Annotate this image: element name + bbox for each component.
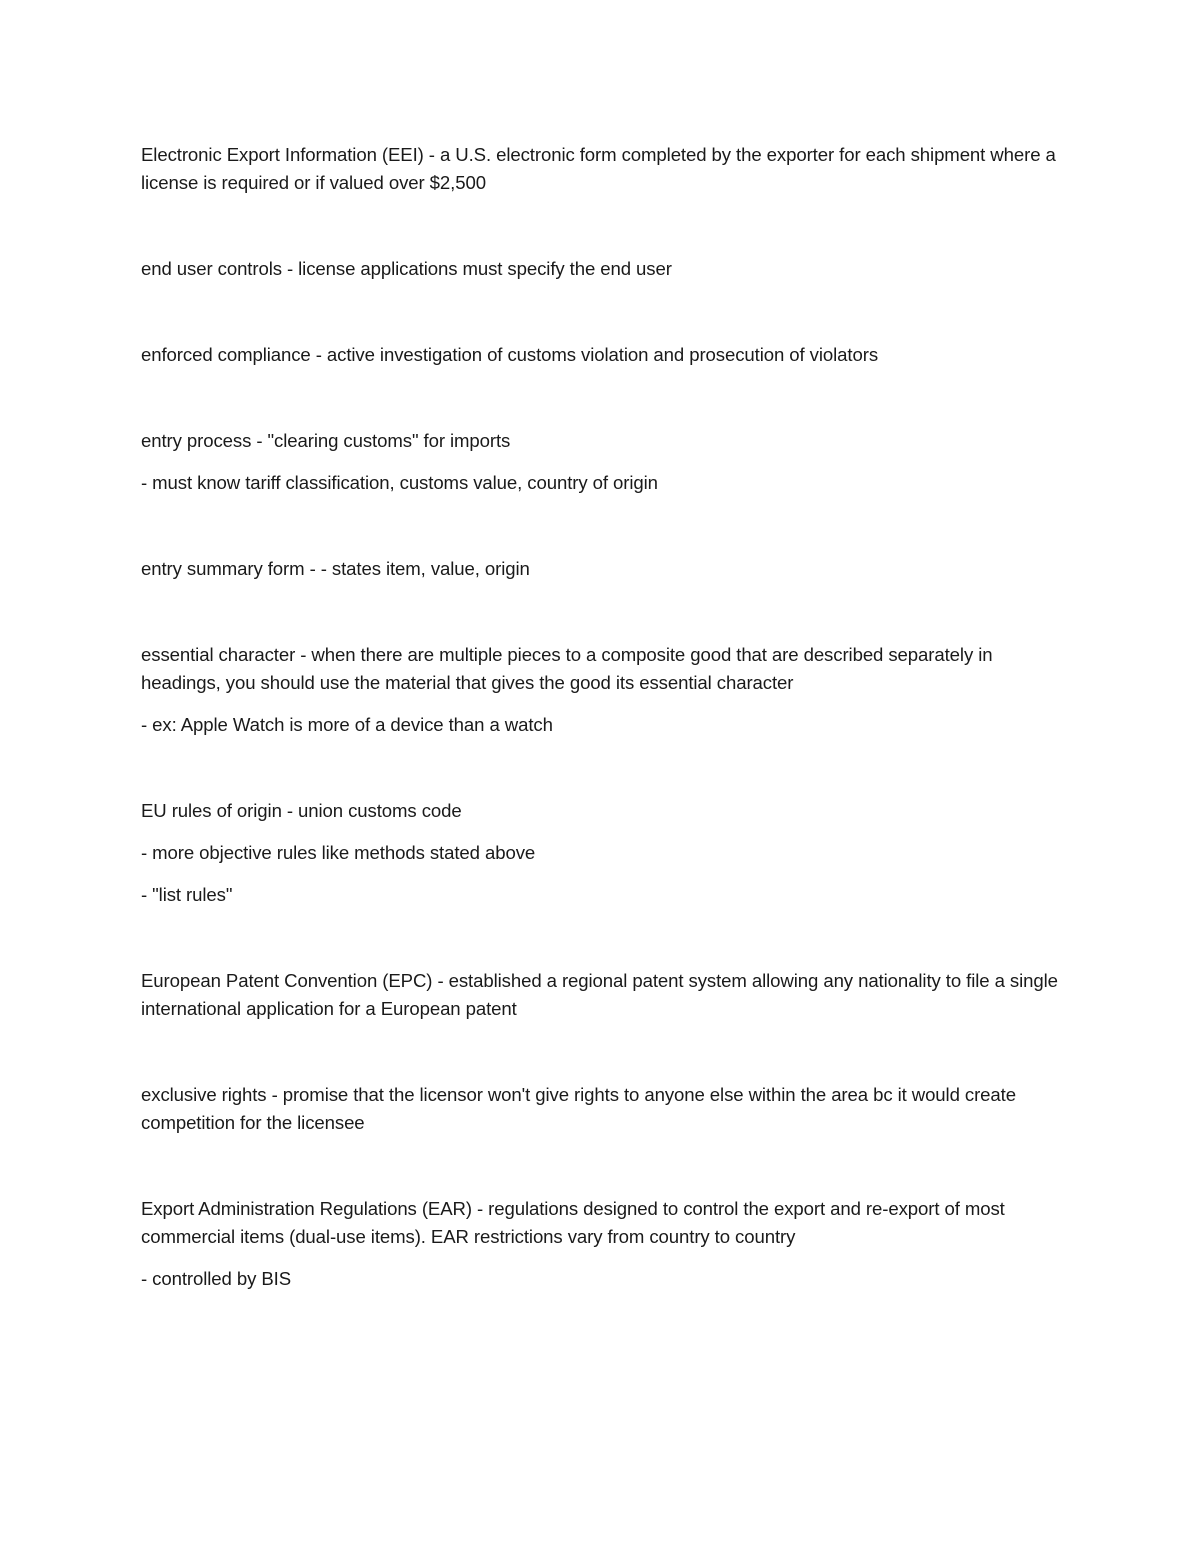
entry-essential-character-definition: essential character - when there are multiple pieces to a composite good that are described separately in headings, you should use the material that gives the good its essential character <box>141 644 993 693</box>
entry-entry-process-note: - must know tariff classification, customs value, country of origin <box>141 472 658 493</box>
entry-exclusive-rights <box>141 1081 1066 1137</box>
entry-end-user-controls-definition: end user controls - license applications must specify the end user <box>141 258 672 279</box>
entry-entry-process-definition: entry process - "clearing customs" for imports <box>141 430 511 451</box>
entry-eu-rules-of-origin <box>141 797 1066 909</box>
entry-enforced-compliance <box>141 341 1066 369</box>
entry-ear <box>141 1195 1066 1293</box>
entry-end-user-controls <box>141 255 1066 283</box>
entry-entry-summary-form <box>141 555 1066 583</box>
entry-eu-rules-of-origin-note-1: - more objective rules like methods stated above <box>141 842 536 863</box>
entry-eu-rules-of-origin-definition: EU rules of origin - union customs code <box>141 800 462 821</box>
entry-ear-definition: Export Administration Regulations (EAR) - regulations designed to control the export and re-export of most commercial items (dual-use items). EAR restrictions vary from country to country <box>141 1198 1005 1247</box>
entry-essential-character-example: - ex: Apple Watch is more of a device than a watch <box>141 714 553 735</box>
entry-entry-process <box>141 427 1066 497</box>
entry-entry-summary-form-definition: entry summary form - - states item, value, origin <box>141 558 530 579</box>
entry-eu-rules-of-origin-note-2: - "list rules" <box>141 884 233 905</box>
entry-ear-note: - controlled by BIS <box>141 1268 292 1289</box>
entry-eei <box>141 141 1066 197</box>
entry-essential-character <box>141 641 1066 739</box>
entry-exclusive-rights-definition: exclusive rights - promise that the licensor won't give rights to anyone else within the area bc it would create competition for the licensee <box>141 1084 1016 1133</box>
entry-eei-definition: Electronic Export Information (EEI) - a U.S. electronic form completed by the exporter for each shipment where a license is required or if valued over $2,500 <box>141 144 1056 193</box>
entry-enforced-compliance-definition: enforced compliance - active investigation of customs violation and prosecution of violators <box>141 344 879 365</box>
entry-epc-definition: European Patent Convention (EPC) - established a regional patent system allowing any nationality to file a single international application for a European patent <box>141 970 1058 1019</box>
entry-epc <box>141 967 1066 1023</box>
document-body <box>141 141 1066 1293</box>
